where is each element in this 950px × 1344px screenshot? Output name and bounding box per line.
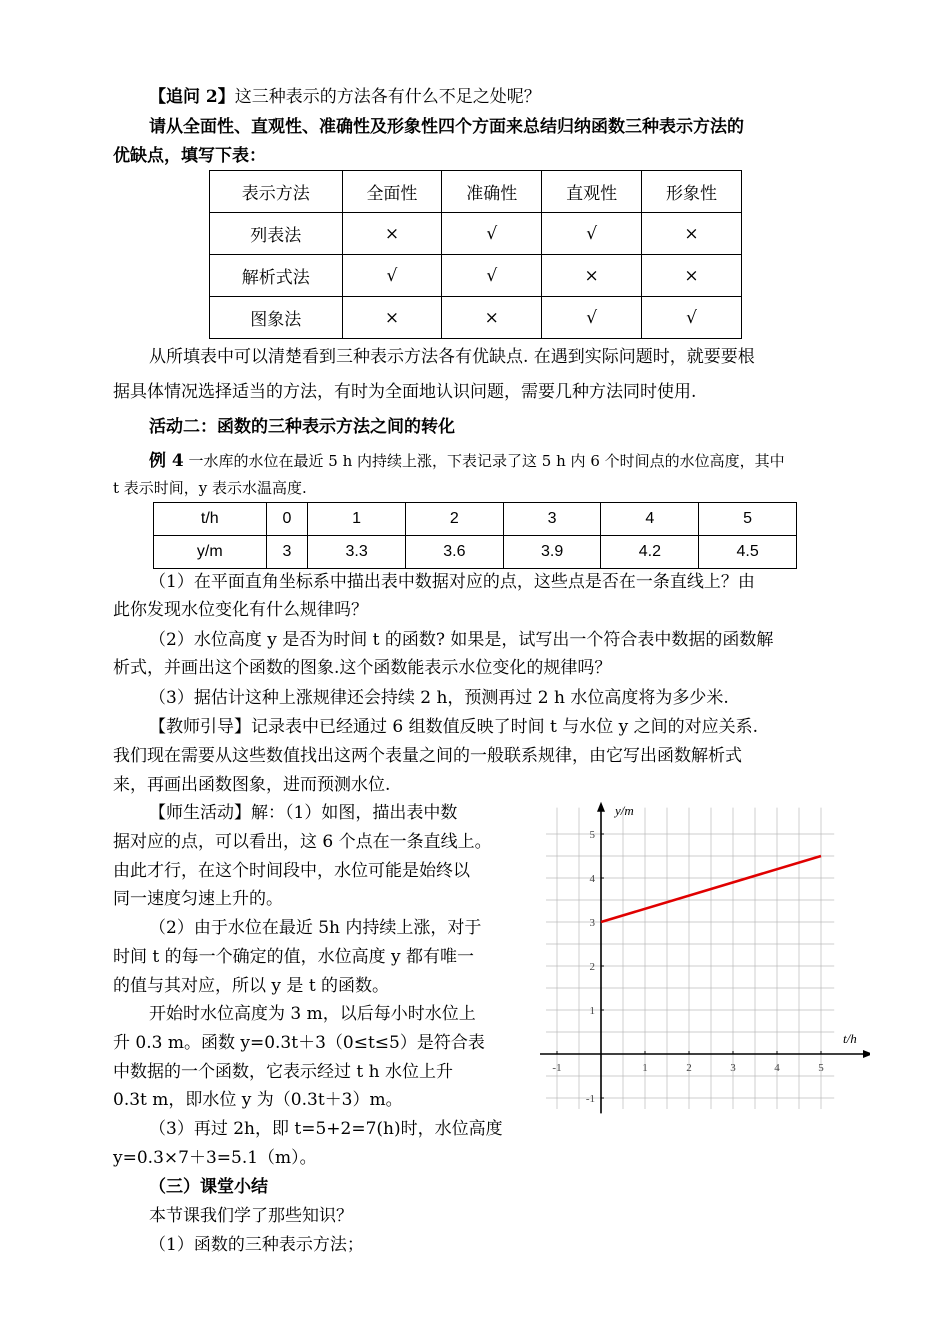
teacher-guide-line-1: 【教师引导】记录表中已经通过 6 组数值反映了时间 t 与水位 y 之间的对应关系. [149,717,759,737]
x-tick-label: 5 [818,1062,824,1074]
x-tick-label: 3 [730,1062,736,1074]
comparison-table [209,170,742,339]
y-tick-label: 2 [589,961,595,973]
table-cell: 3.9 [503,536,601,569]
table-cell: 图象法 [210,297,343,339]
x-tick-label: -1 [552,1062,562,1074]
table-row [210,255,742,297]
table-cell: 3 [503,503,601,536]
question-1-line-2: 此你发现水位变化有什么规律吗？ [113,600,368,620]
solution-line: y=0.3×7＋3=5.1（m）。 [113,1148,317,1168]
y-tick-label: 5 [589,829,595,841]
question-1-line-1: （1）在平面直角坐标系中描出表中数据对应的点，这些点是否在一条直线上？由 [149,572,755,592]
table-cell: 列表法 [210,213,343,255]
conclusion-line-2: 据具体情况选择适当的方法，有时为全面地认识问题，需要几种方法同时使用. [113,382,697,402]
table-cell: 3 [266,536,308,569]
table-cell: y/m [154,536,267,569]
x-axis-label: t/h [843,1031,857,1046]
solution-line: （2）由于水位在最近 5h 内持续上涨，对于 [149,918,482,938]
x-tick-label: 2 [686,1062,692,1074]
table-cell: 2 [405,503,503,536]
table-cell: √ [542,297,642,339]
teacher-guide-line-3: 来，再画出函数图象，进而预测水位. [113,775,391,795]
table-cell: × [442,297,542,339]
example4-line-1 [149,449,785,473]
solution-line: 0.3t m，即水位 y 为（0.3t＋3）m。 [113,1090,403,1110]
chart-ticks [552,829,824,1105]
followup-tag: 【追问 2】 [149,87,235,107]
table-row [154,503,797,536]
example4-line-2: t 表示时间，y 表示水温高度. [113,479,307,497]
table-cell: 4 [601,503,699,536]
table-cell: 解析式法 [210,255,343,297]
solution-line: 同一速度匀速上升的。 [113,889,283,909]
solution-line: （3）再过 2h，即 t=5+2=7(h)时，水位高度 [149,1119,503,1139]
y-tick-label: 1 [589,1005,595,1017]
question-2-line-1: （2）水位高度 y 是否为时间 t 的函数? 如果是，试写出一个符合表中数据的函数解 [149,630,774,650]
table-cell: 3.3 [308,536,406,569]
table-header-cell: 直观性 [542,171,642,213]
y-axis-label: y/m [615,803,634,818]
table-header-row [210,171,742,213]
y-tick-label: -1 [585,1093,595,1105]
water-level-table [153,502,797,569]
x-axis-arrow [863,1050,870,1058]
solution-line: 据对应的点，可以看出，这 6 个点在一条直线上。 [113,832,492,852]
table-cell: √ [442,213,542,255]
conclusion-line-1: 从所填表中可以清楚看到三种表示方法各有优缺点. 在遇到实际问题时，就要要根 [149,347,755,367]
x-tick-label: 1 [642,1062,648,1074]
table-header-cell: 准确性 [442,171,542,213]
y-tick-label: 4 [589,873,595,885]
table-cell: √ [342,255,442,297]
solution-line: 【师生活动】解：（1）如图，描出表中数 [149,803,458,823]
activity2-title: 活动二：函数的三种表示方法之间的转化 [149,417,455,437]
table-cell: √ [642,297,742,339]
summary-item-1: （1）函数的三种表示方法； [149,1235,364,1255]
teacher-guide-line-2: 我们现在需要从这些数值找出这两个表量之间的一般联系规律，由它写出函数解析式 [113,746,742,766]
solution-line: 中数据的一个函数，它表示经过 t h 水位上升 [113,1062,453,1082]
table-header-cell: 表示方法 [210,171,343,213]
x-tick-label: 4 [774,1062,780,1074]
table-row [210,213,742,255]
table-cell: √ [442,255,542,297]
instruction-line-2: 优缺点，填写下表： [113,146,266,166]
table-cell: 4.5 [699,536,797,569]
solution-line: 时间 t 的每一个确定的值，水位高度 y 都有唯一 [113,947,475,967]
example4-label: 例 4 [149,451,184,471]
water-level-chart [540,797,870,1117]
solution-line: 开始时水位高度为 3 m，以后每小时水位上 [149,1004,476,1024]
table-row [210,297,742,339]
question-2-line-2: 析式，并画出这个函数的图象.这个函数能表示水位变化的规律吗？ [113,658,612,678]
table-cell: √ [542,213,642,255]
table-cell: × [642,255,742,297]
question-3: （3）据估计这种上涨规律还会持续 2 h，预测再过 2 h 水位高度将为多少米. [149,688,729,708]
followup-line [149,85,541,109]
followup-text: 这三种表示的方法各有什么不足之处呢？ [234,87,541,107]
instruction-line-1: 请从全面性、直观性、准确性及形象性四个方面来总结归纳函数三种表示方法的 [149,117,744,137]
table-cell: 5 [699,503,797,536]
table-cell: 1 [308,503,406,536]
y-axis-arrow [597,802,605,812]
table-cell: × [642,213,742,255]
table-cell: × [342,297,442,339]
table-cell: × [342,213,442,255]
summary-question: 本节课我们学了那些知识？ [149,1206,353,1226]
table-cell: × [542,255,642,297]
table-cell: t/h [154,503,267,536]
example4-text: 一水库的水位在最近 5 h 内持续上涨，下表记录了这 5 h 内 6 个时间点的水位高度，其中 [188,452,785,470]
table-cell: 0 [266,503,308,536]
table-header-cell: 形象性 [642,171,742,213]
table-cell: 4.2 [601,536,699,569]
solution-line: 的值与其对应，所以 y 是 t 的函数。 [113,976,390,996]
table-header-cell: 全面性 [342,171,442,213]
solution-line: 升 0.3 m。函数 y=0.3t＋3（0≤t≤5）是符合表 [113,1033,485,1053]
table-row [154,536,797,569]
table-cell: 3.6 [405,536,503,569]
y-tick-label: 3 [589,917,595,929]
solution-line: 由此才行，在这个时间段中，水位可能是始终以 [113,861,470,881]
summary-title: （三）课堂小结 [149,1177,268,1197]
